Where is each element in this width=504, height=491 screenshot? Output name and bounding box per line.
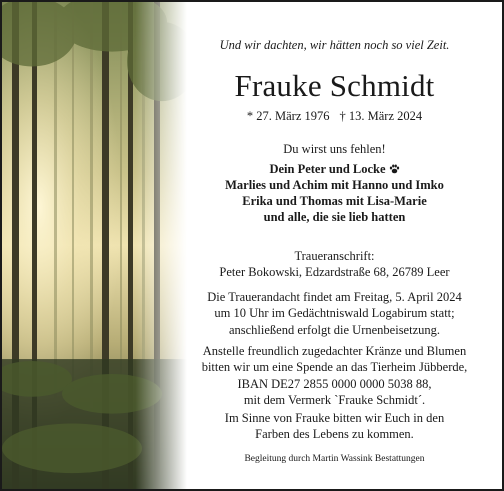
deceased-name: Frauke Schmidt xyxy=(234,68,435,103)
donation-iban: IBAN DE27 2855 0000 0000 5038 88, xyxy=(237,376,432,391)
funeral-home-credit: Begleitung durch Martin Wassink Bestattungen xyxy=(244,454,425,464)
service-line: anschließend erfolgt die Urnenbeisetzung. xyxy=(228,322,441,337)
forest-image xyxy=(2,2,187,489)
notice-text xyxy=(167,2,502,489)
mourner-line: Marlies und Achim mit Hanno und Imko xyxy=(225,178,444,192)
paw-icon xyxy=(389,164,400,174)
donation-line: bitten wir um eine Spende an das Tierheim Jübberde, xyxy=(201,360,468,375)
donation-line: Anstelle freundlich zugedachter Kränze und Blumen xyxy=(202,344,467,358)
mourner-line: und alle, die sie lieb hatten xyxy=(263,210,406,224)
closing-request xyxy=(167,410,502,443)
life-dates xyxy=(167,109,502,124)
service-line: Die Trauerandacht findet am Freitag, 5. April 2024 xyxy=(207,290,462,304)
closing-line: Farben des Lebens zu kommen. xyxy=(255,427,414,442)
mourner-line: Dein Peter und Locke xyxy=(167,161,502,177)
address-heading: Traueranschrift: xyxy=(294,249,375,263)
birth-date: * 27. März 1976 xyxy=(246,109,330,123)
we-miss-you-line: Du wirst uns fehlen! xyxy=(283,142,386,156)
mourners-list xyxy=(167,161,502,225)
closing-line: Im Sinne von Frauke bitten wir Euch in den xyxy=(224,411,445,425)
service-line: um 10 Uhr im Gedächtniswald Logabirum statt; xyxy=(214,306,455,321)
address-line: Peter Bokowski, Edzardstraße 68, 26789 Leer xyxy=(219,265,450,280)
donation-request xyxy=(167,343,502,408)
death-date: † 13. März 2024 xyxy=(339,109,423,123)
motto: Und wir dachten, wir hätten noch so viel Zeit. xyxy=(219,38,450,52)
service-info xyxy=(167,289,502,338)
mourner-line: Erika und Thomas mit Lisa-Marie xyxy=(242,194,427,208)
mourning-address xyxy=(167,248,502,281)
donation-line: mit dem Vermerk `Frauke Schmidt´. xyxy=(243,392,426,407)
